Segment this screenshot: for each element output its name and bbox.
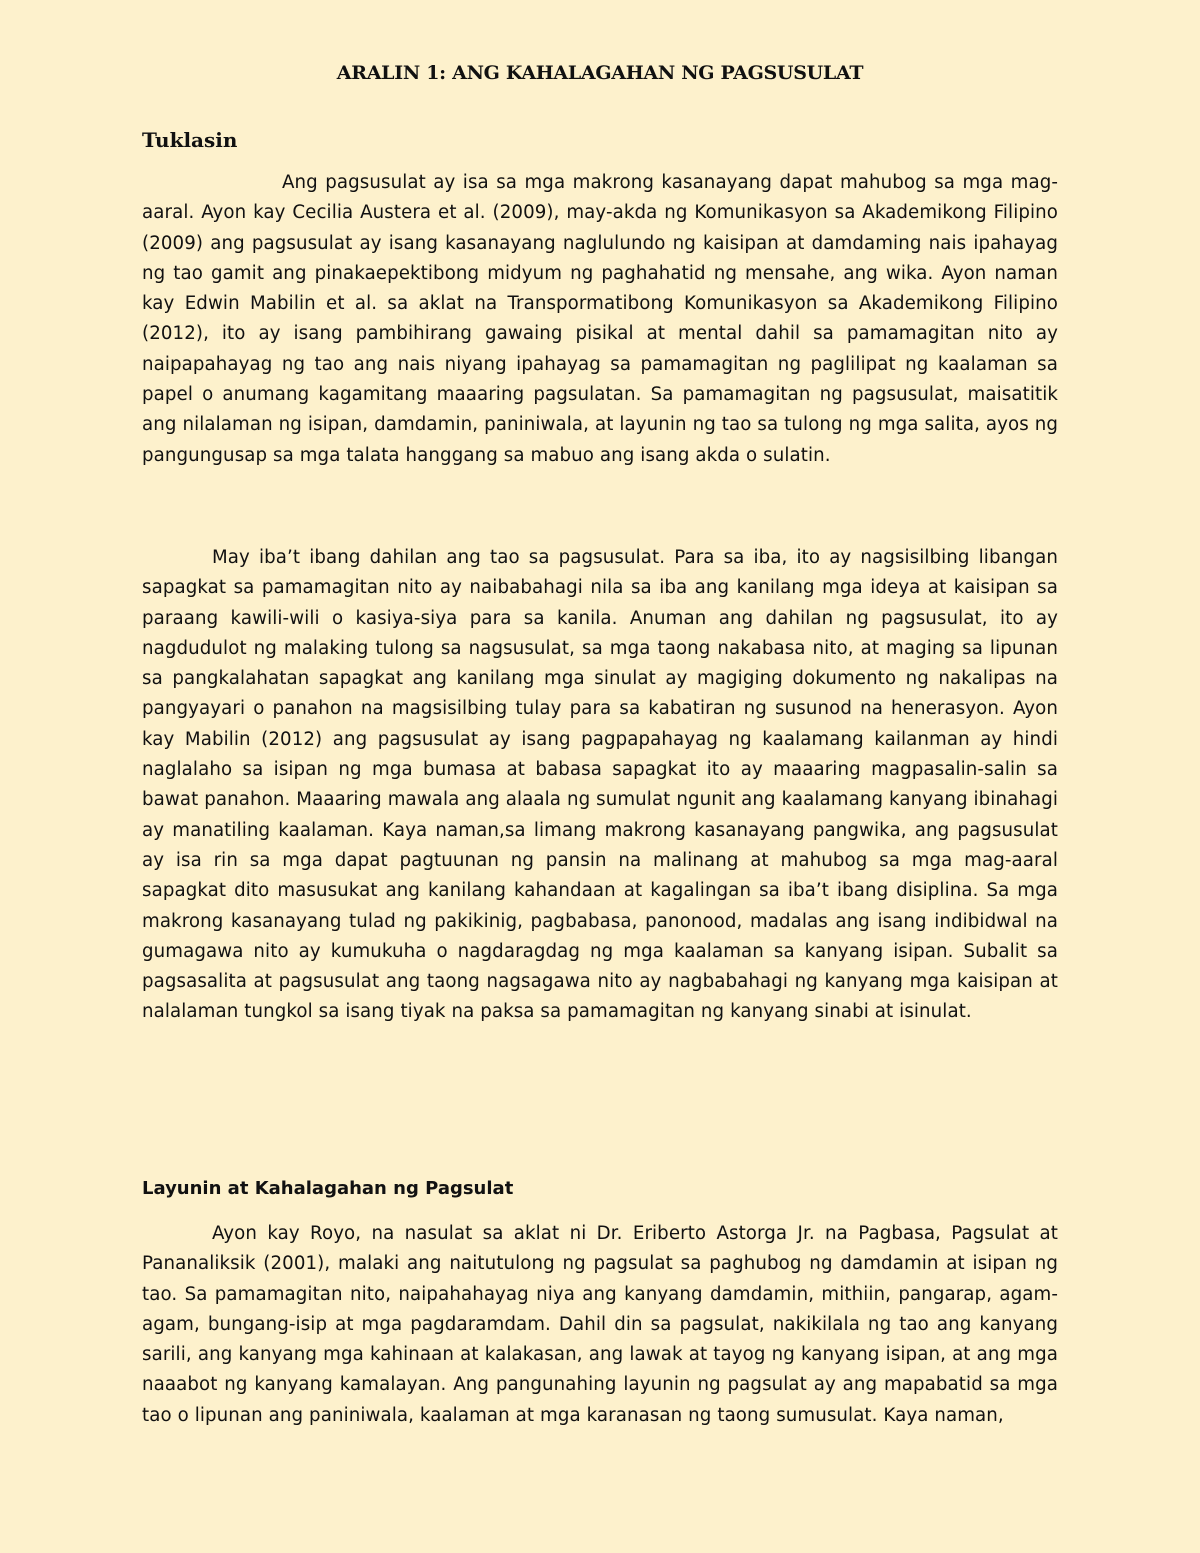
paragraph-1: Ang pagsusulat ay isa sa mga makrong kasanayang dapat mahubog sa mga mag-aaral. Ayon kay Cecilia Austera et al. (2009), may-akda ng Komunikasyon sa Akademikong Filipino (2009) ang pagsusulat ay isang kasanayang naglulundo ng kaisipan at damdaming nais ipahayag ng tao gamit ang pinakaepektibong midyum ng paghahatid ng mensahe, ang wika. Ayon naman kay Edwin Mabilin et al. sa aklat na Transpormatibong Komunikasyon sa Akademikong Filipino (2012), ito ay isang pambihirang gawaing pisikal at mental dahil sa pamamagitan nito ay naipapahayag ng tao ang nais niyang ipahayag sa pamamagitan ng paglilipat ng kaalaman sa papel o anumang kagamitang maaaring pagsulatan. Sa pamamagitan ng pagsusulat, maisatitik ang nilalaman ng isipan, damdamin, paniniwala, at layunin ng tao sa tulong ng mga salita, ayos ng pangungusap sa mga talata hanggang sa mabuo ang isang akda o sulatin.	[142, 172, 1058, 466]
lesson-title: ARALIN 1: ANG KAHALAGAHAN NG PAGSUSULAT	[336, 62, 864, 84]
paragraph-2: May iba’t ibang dahilan ang tao sa pagsusulat. Para sa iba, ito ay nagsisilbing libangan sapagkat sa pamamagitan nito ay naibabahagi nila sa iba ang kanilang mga ideya at kaisipan sa paraang kawili-wili o kasiya-siya para sa kanila. Anuman ang dahilan ng pagsusulat, ito ay nagdudulot ng malaking tulong sa nagsusulat, sa mga taong nakabasa nito, at maging sa lipunan sa pangkalahatan sapagkat ang kanilang mga sinulat ay magiging dokumento ng nakalipas na pangyayari o panahon na magsisilbing tulay para sa kabatiran ng susunod na henerasyon. Ayon kay Mabilin (2012) ang pagsusulat ay isang pagpapahayag ng kaalamang kailanman ay hindi naglalaho sa isipan ng mga bumasa at babasa sapagkat ito ay maaaring magpasalin-salin sa bawat panahon. Maaaring mawala ang alaala ng sumulat ngunit ang kaalamang kanyang ibinahagi ay manatiling kaalaman. Kaya naman,sa limang makrong kasanayang pangwika, ang pagsusulat ay isa rin sa mga dapat pagtuunan ng pansin na malinang at mahubog sa mga mag-aaral sapagkat dito masusukat ang kanilang kahandaan at kagalingan sa iba’t ibang disiplina. Sa mga makrong kasanayang tulad ng pakikinig, pagbabasa, panonood, madalas ang isang indibidwal na gumagawa nito ay kumukuha o nagdaragdag ng mga kaalaman sa kanyang isipan. Subalit sa pagsasalita at pagsusulat ang taong nagsagawa nito ay nagbabahagi ng kanyang mga kaisipan at nalalaman tungkol sa isang tiyak na paksa sa pamamagitan ng kanyang sinabi at isinulat.	[142, 547, 1058, 1023]
section-heading-tuklasin: Tuklasin	[142, 128, 238, 152]
paragraph-3: Ayon kay Royo, na nasulat sa aklat ni Dr. Eriberto Astorga Jr. na Pagbasa, Pagsulat at Pananaliksik (2001), malaki ang naitutulong ng pagsulat sa paghubog ng damdamin at isipan ng tao. Sa pamamagitan nito, naipahahayag niya ang kanyang damdamin, mithiin, pangarap, agam-agam, bungang-isip at mga pagdaramdam. Dahil din sa pagsulat, nakikilala ng tao ang kanyang sarili, ang kanyang mga kahinaan at kalakasan, ang lawak at tayog ng kanyang isipan, at ang mga naaabot ng kanyang kamalayan. Ang pangunahing layunin ng pagsulat ay ang mapabatid sa mga tao o lipunan ang paniniwala, kaalaman at mga karanasan ng taong sumusulat. Kaya naman,	[142, 1223, 1058, 1426]
subheading-layunin: Layunin at Kahalagahan ng Pagsulat	[142, 1178, 514, 1199]
